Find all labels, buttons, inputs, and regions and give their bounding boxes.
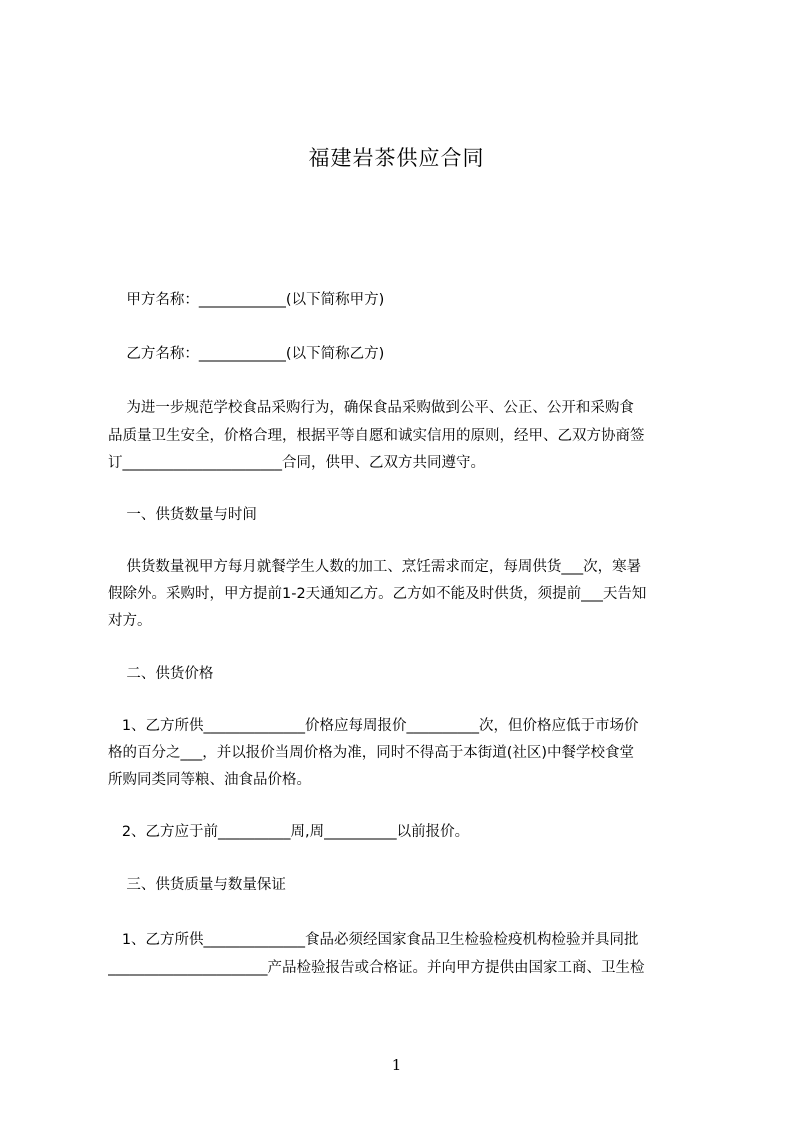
party-a-line: 甲方名称：____________(以下简称甲方) <box>108 292 385 308</box>
section-heading-2: 二、供货价格 <box>108 666 214 682</box>
preamble-line-1: 为进一步规范学校食品采购行为，确保食品采购做到公平、公正、公开和采购食 <box>108 400 634 416</box>
section3-clause1-line-1: 1、乙方所供______________食品必须经国家食品卫生检验检疫机构检验并具同批 <box>108 932 639 948</box>
section2-clause1-line-2: 格的百分之___，并以报价当周价格为准，同时不得高于本街道(社区)中餐学校食堂 <box>108 745 635 761</box>
section3-clause1-line-2: ______________________产品检验报告或合格证。并向甲方提供由国家工商、卫生检 <box>108 960 645 976</box>
document-title: 福建岩茶供应合同 <box>308 146 485 170</box>
section2-clause1-line-3: 所购同类同等粮、油食品价格。 <box>108 772 311 788</box>
section-heading-3: 三、供货质量与数量保证 <box>108 877 286 893</box>
section-heading-1: 一、供货数量与时间 <box>108 507 257 523</box>
section1-line-2: 假除外。采购时，甲方提前1-2天通知乙方。乙方如不能及时供货，须提前___天告知 <box>108 586 647 602</box>
section1-line-3: 对方。 <box>108 613 152 629</box>
preamble-line-3: 订______________________合同，供甲、乙双方共同遵守。 <box>108 455 485 471</box>
section1-line-1: 供货数量视甲方每月就餐学生人数的加工、烹饪需求而定，每周供货___次，寒暑 <box>108 559 642 575</box>
party-b-line: 乙方名称：____________(以下简称乙方) <box>108 346 385 362</box>
section2-clause1-line-1: 1、乙方所供______________价格应每周报价__________次，但价格应低于市场价 <box>108 718 639 734</box>
section2-clause2-line: 2、乙方应于前__________周,周__________以前报价。 <box>108 824 470 840</box>
preamble-line-2: 品质量卫生安全，价格合理，根据平等自愿和诚实信用的原则，经甲、乙双方协商签 <box>108 428 645 444</box>
page-number: 1 <box>391 1056 402 1074</box>
